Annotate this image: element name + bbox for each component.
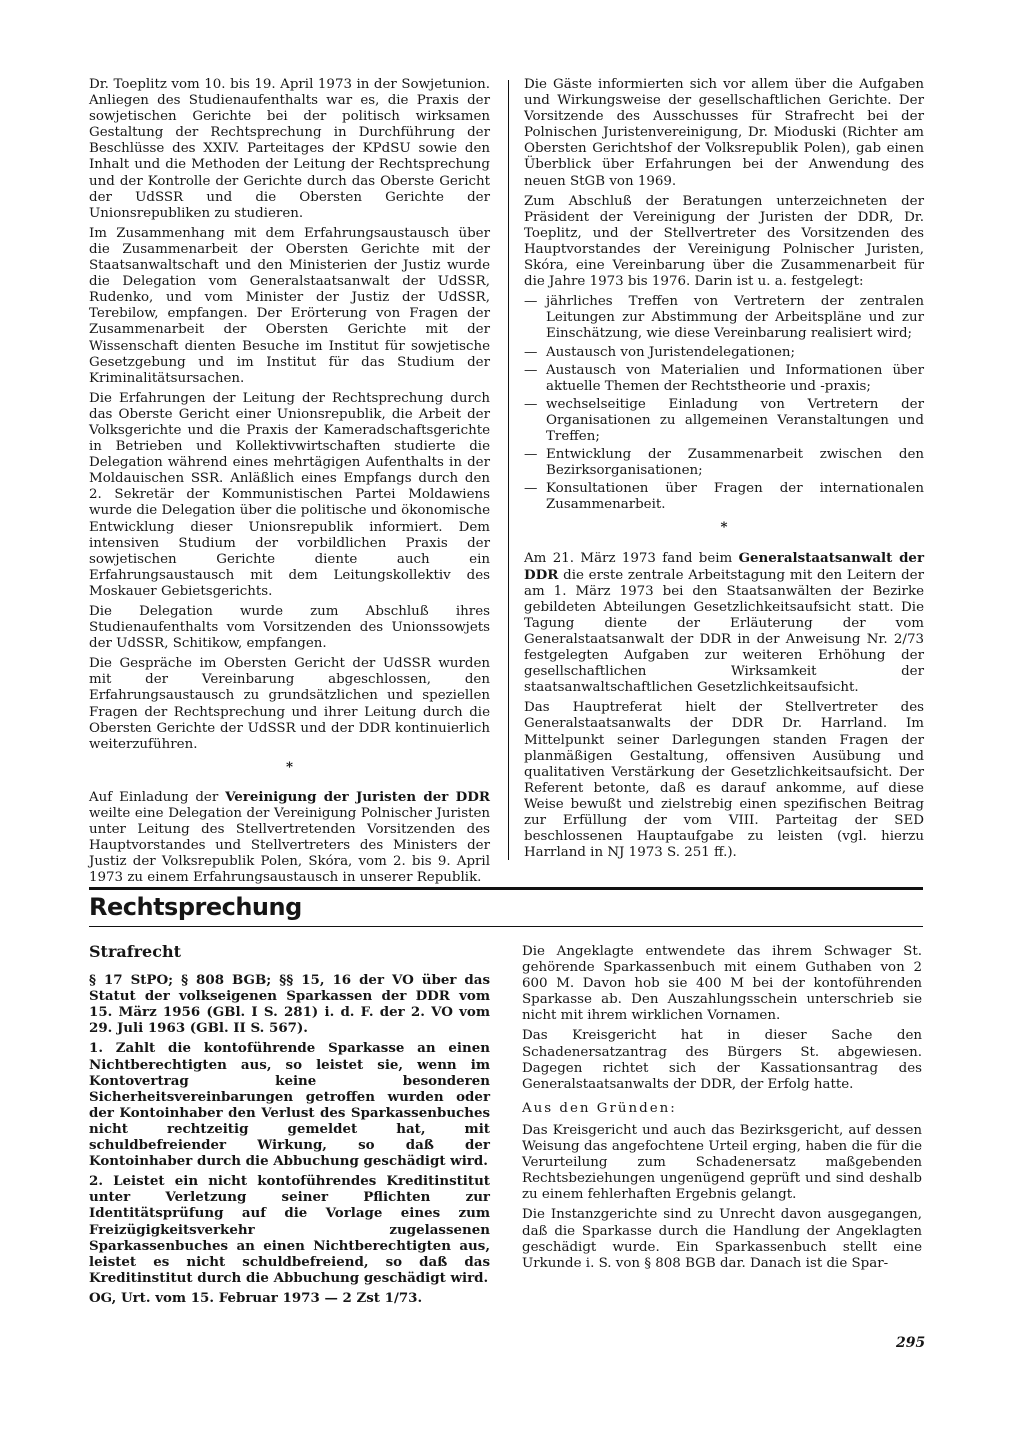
legal-citation: § 17 StPO; § 808 BGB; §§ 15, 16 der VO über das Statut der volkseigenen Sparkassen der DDR vom 15. März 1956 (GBl. I S. 281) i. d. F. der 2. VO vom 29. Juli 1963 (GBl. II S. 567). [89, 972, 490, 1037]
list-item: — Austausch von Juristendelegationen; [524, 345, 924, 361]
paragraph: Dr. Toeplitz vom 10. bis 19. April 1973 in der Sowjetunion. Anliegen des Studienaufenthalts war es, die Praxis der sowjetischen Gerichte bei der politisch wirksamen Gestaltung der Rechtsprechung in Durchführung der Beschlüsse des XXIV. Parteitages der KPdSU sowie den Inhalt und die Methoden der Leitung der Rechtsprechung und der Kontrolle der Gerichte durch das Oberste Gericht der UdSSR und die Obersten Gerichte der Unionsrepubliken zu studieren. [89, 77, 490, 221]
section-rule-top [89, 887, 923, 890]
paragraph: Die Gäste informierten sich vor allem über die Aufgaben und Wirkungsweise der gesellschaftlichen Gerichte. Der Vorsitzende des Ausschusses für Strafrecht bei der Polnischen Juristenvereinigung, Dr. Mioduski (Richter am Obersten Gerichtshof der Volksrepublik Polen), gab einen Überblick über Erfahrungen bei der Anwendung des neuen StGB von 1969. [524, 77, 924, 189]
text-run: weilte eine Delegation der Vereinigung Polnischer Juristen unter Leitung des Stellvertretenden Vorsitzenden des Hauptvorstandes und Stellvertreters des Ministers der Justiz der Volksrepublik Polen, Skóra, vom 2. bis 9. April 1973 zu einem Erfahrungsaustausch in unserer Republik. [89, 806, 490, 886]
text-run: Am 21. März 1973 fand beim [524, 550, 739, 566]
organization-name: Vereinigung der Juristen der DDR [225, 788, 490, 805]
column-right-bottom [522, 944, 922, 1276]
paragraph: Das Kreisgericht hat in dieser Sache den Schadenersatzantrag des Bürgers St. abgewiesen. Dagegen richtet sich der Kassationsantrag des Generalstaatsanwalts der DDR, der Erfolg hatte. [522, 1028, 922, 1092]
column-divider [508, 80, 509, 860]
section-title: Rechtsprechung [89, 893, 302, 921]
subsection-title: Strafrecht [89, 942, 181, 961]
paragraph: Die Gespräche im Obersten Gericht der UdSSR wurden mit der Vereinbarung abgeschlossen, den Erfahrungsaustausch zu grundsätzlichen und speziellen Fragen der Rechtsprechung und ihrer Leitung durch die Obersten Gerichte der UdSSR und der DDR kontinuierlich weiterzuführen. [89, 656, 490, 752]
paragraph: Die Erfahrungen der Leitung der Rechtsprechung durch das Oberste Gericht einer Unionsrepublik, die Arbeit der Volksgerichte und die Praxis der Kameradschaftsgerichte in Betrieben und Kollektivwirtschaften studierte die Delegation während eines mehrtägigen Aufenthalts in der Moldauischen SSR. Anläßlich eines Empfangs durch den 2. Sekretär der Kommunistischen Partei Moldawiens wurde die Delegation über die politische und ökonomische Entwicklung dieser Unionsrepublik informiert. Dem intensiven Studium der vorbildlichen Praxis der sowjetischen Gerichte diente auch ein Erfahrungsaustausch mit dem Leitungskollektiv des Moskauer Gebietsgerichts. [89, 390, 490, 599]
text-run: die erste zentrale Arbeitstagung mit den Leitern der am 1. März 1973 bei den Staatsanwälten der Bezirke gebildeten Abteilungen Gesetzlichkeitsaufsicht statt. Die Tagung diente der Erläuterung der vom Generalstaatsanwalt der DDR in der Anweisung Nr. 2/73 festgelegten Aufgaben zur weiteren Erhöhung der gesellschaftlichen Wirksamkeit der staatsanwaltschaftlichen Gesetzlichkeitsaufsicht. [524, 567, 924, 696]
list-item: — Austausch von Materialien und Informationen über aktuelle Themen der Rechtstheorie und -praxis; [524, 363, 924, 395]
list-item: — Entwicklung der Zusammenarbeit zwischen den Bezirksorganisationen; [524, 447, 924, 479]
column-left-bottom [89, 944, 490, 1310]
paragraph: Zum Abschluß der Beratungen unterzeichneten der Präsident der Vereinigung der Juristen der DDR, Dr. Toeplitz, und der Stellvertreter des Vorsitzenden des Hauptvorstandes der Vereinigung Polnischer Juristen, Skóra, eine Vereinbarung über die Zusammenarbeit für die Jahre 1973 bis 1976. Darin ist u. a. festgelegt: [524, 193, 924, 290]
list-item: — jährliches Treffen von Vertretern der zentralen Leitungen zur Abstimmung der Arbeitspläne und zur Einschätzung, wie diese Vereinbarung realisiert wird; [524, 294, 924, 342]
ruling-reference: OG, Urt. vom 15. Februar 1973 — 2 Zst 1/73. [89, 1289, 423, 1306]
headnote-2: 2. Leistet ein nicht kontoführendes Kreditinstitut unter Verletzung seiner Pflichten zur Identitätsprüfung auf die Vorlage eines zum Freizügigkeitsverkehr zugelassenen Sparkassenbuches an einen Nichtberechtigten aus, leistet es nicht schuldbefreiend, so daß das Kreditinstitut durch die Abbuchung geschädigt wird. [89, 1173, 490, 1286]
paragraph [524, 550, 924, 697]
paragraph: Im Zusammenhang mit dem Erfahrungsaustausch über die Zusammenarbeit der Obersten Gerichte mit der Staatsanwaltschaft und den Ministerien der Justiz wurde die Delegation vom Generalstaatsanwalt der UdSSR, Rudenko, und vom Minister der Justiz der UdSSR, Terebilow, empfangen. Der Erörterung von Fragen der Zusammenarbeit der Obersten Gerichte mit der Wissenschaft dienten Besuche im Institut für sowjetische Gesetzgebung und im Institut für das Studium der Kriminalitätsursachen. [89, 225, 490, 386]
separator-asterisk: * [285, 758, 293, 775]
section-rule-bottom [89, 926, 923, 927]
column-left-top [89, 77, 490, 891]
text-run: Auf Einladung der [89, 789, 226, 805]
list-item: — Konsultationen über Fragen der internationalen Zusammenarbeit. [524, 481, 924, 513]
paragraph: Die Delegation wurde zum Abschluß ihres Studienaufenthalts vom Vorsitzenden des Unionssowjets der UdSSR, Schitikow, empfangen. [89, 604, 490, 652]
separator-asterisk: * [720, 519, 728, 536]
paragraph: Die Instanzgerichte sind zu Unrecht davon ausgegangen, daß die Sparkasse durch die Handlung der Angeklagten geschädigt wurde. Ein Sparkassenbuch stellt eine Urkunde i. S. von § 808 BGB dar. Danach ist die Spar- [522, 1207, 922, 1271]
paragraph: Die Angeklagte entwendete das ihrem Schwager St. gehörende Sparkassenbuch mit einem Guthaben von 2 600 M. Davon hob sie 400 M bei der kontoführenden Sparkasse ab. Den Auszahlungsschein unterschrieb sie nicht mit ihrem wirklichen Vornamen. [522, 944, 922, 1024]
agreement-list [524, 294, 924, 513]
page-number: 295 [896, 1335, 926, 1351]
list-item: — wechselseitige Einladung von Vertretern der Organisationen zu allgemeinen Veranstaltungen und Treffen; [524, 397, 924, 445]
column-right-top [524, 77, 924, 865]
organization-name: Generalstaatsanwalt der DDR [524, 549, 925, 583]
paragraph: Das Kreisgericht und auch das Bezirksgericht, auf dessen Weisung das angefochtene Urteil erging, haben die für die Verurteilung zum Schadenersatz maßgebenden Rechtsbeziehungen ungenügend geprüft und sind deshalb zu einem fehlerhaften Ergebnis gelangt. [522, 1122, 922, 1203]
paragraph [89, 789, 490, 887]
headnote-1: 1. Zahlt die kontoführende Sparkasse an einen Nichtberechtigten aus, so leistet sie, wenn im Kontovertrag keine besonderen Sicherheitsvereinbarungen getroffen wurden oder der Kontoinhaber den Verlust des Sparkassenbuches nicht rechtzeitig gemeldet hat, mit schuldbefreiender Wirkung, so daß der Kontoinhaber durch die Abbuchung geschädigt wird. [89, 1040, 490, 1170]
paragraph: Das Hauptreferat hielt der Stellvertreter des Generalstaatsanwalts der DDR Dr. Harrland. Im Mittelpunkt seiner Darlegungen standen Fragen der planmäßigen Gestaltung, offensiven Ausübung und qualitativen Verstärkung der Gesetzlichkeitsaufsicht. Der Referent betonte, daß es darauf ankomme, auf diese Weise bewußt und zielstrebig einen spezifischen Beitrag zur Erfüllung der vom VIII. Parteitag der SED beschlossenen Hauptaufgabe zu leisten (vgl. hierzu Harrland in NJ 1973 S. 251 ff.). [524, 700, 924, 861]
reasons-heading: Aus den Gründen: [522, 1100, 677, 1116]
